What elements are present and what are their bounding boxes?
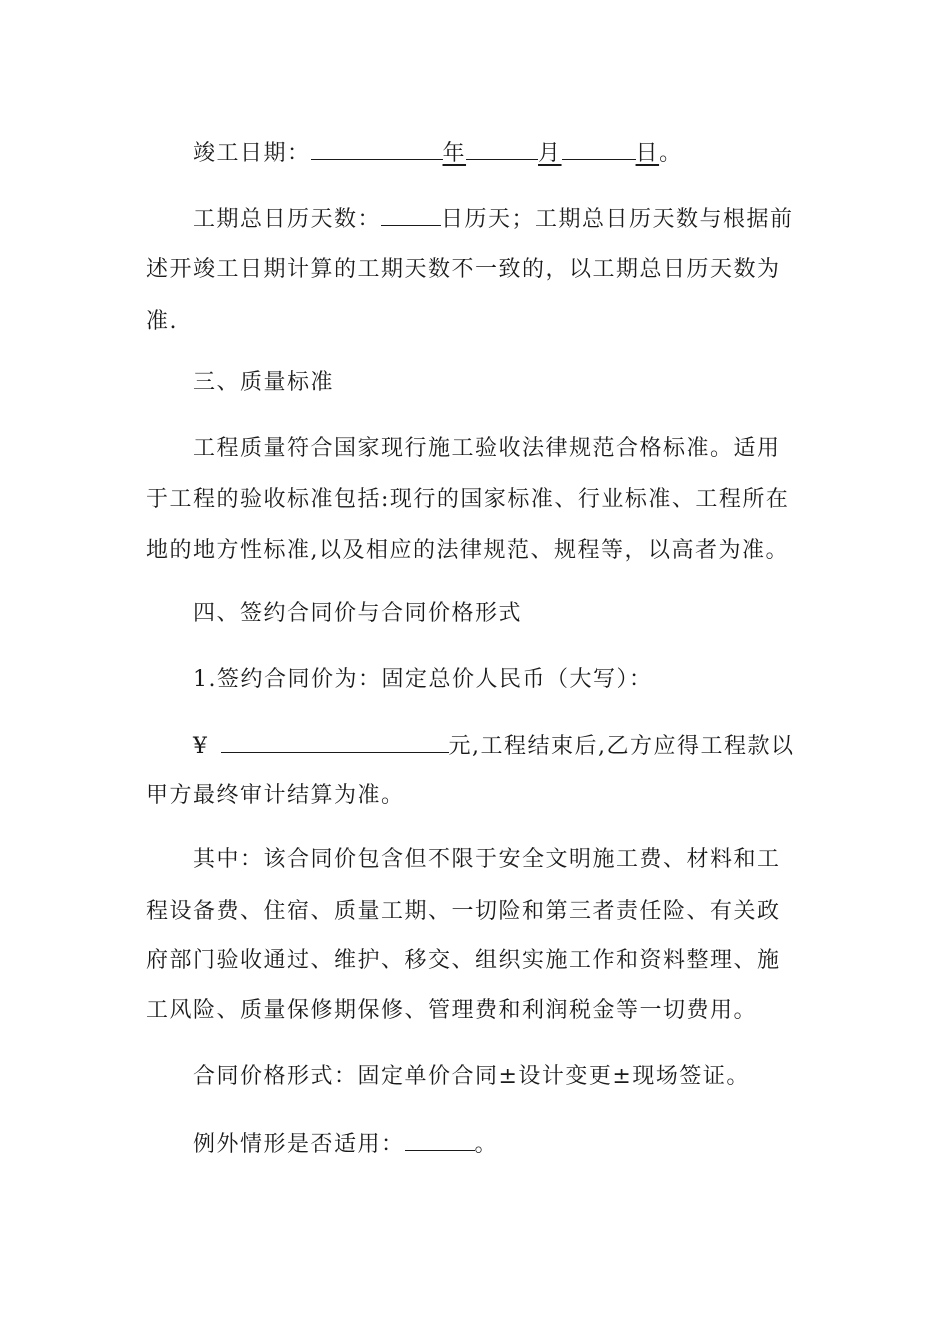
price-form-line: 合同价格形式：固定单价合同±设计变更±现场签证。 bbox=[193, 1064, 750, 1089]
including-line-3: 府部门验收通过、维护、移交、组织实施工作和资料整理、施 bbox=[146, 948, 781, 973]
exception-label: 例外情形是否适用： bbox=[193, 1132, 405, 1157]
duration-line-1 bbox=[193, 203, 816, 235]
completion-date-line bbox=[193, 137, 816, 169]
completion-year-blank[interactable] bbox=[311, 137, 443, 160]
duration-label: 工期总日历天数： bbox=[193, 207, 382, 232]
including-line-2: 程设备费、住宿、质量工期、一切险和第三者责任险、有关政 bbox=[146, 899, 781, 924]
duration-line-3: 准. bbox=[146, 309, 178, 334]
section-3-heading: 三、质量标准 bbox=[193, 370, 335, 395]
section-4-heading: 四、签约合同价与合同价格形式 bbox=[193, 601, 523, 626]
yen-amount-line-2: 甲方最终审计结算为准。 bbox=[146, 783, 405, 808]
including-line-4: 工风险、质量保修期保修、管理费和利润税金等一切费用。 bbox=[146, 998, 758, 1023]
yen-amount-rest: 元,工程结束后,乙方应得工程款以 bbox=[448, 734, 795, 759]
exception-blank[interactable] bbox=[405, 1128, 475, 1151]
quality-line-1: 工程质量符合国家现行施工验收法律规范合格标准。适用 bbox=[193, 436, 781, 461]
completion-end-mark: 。 bbox=[659, 141, 683, 166]
completion-day-blank[interactable] bbox=[562, 137, 636, 160]
completion-month-blank[interactable] bbox=[466, 137, 538, 160]
exception-end-mark: 。 bbox=[474, 1132, 499, 1157]
duration-line-2: 述开竣工日期计算的工期天数不一致的，以工期总日历天数为 bbox=[146, 257, 781, 282]
including-line-1: 其中：该合同价包含但不限于安全文明施工费、材料和工 bbox=[193, 847, 781, 872]
duration-days-blank[interactable] bbox=[381, 203, 441, 226]
quality-line-2: 于工程的验收标准包括:现行的国家标准、行业标准、工程所在 bbox=[146, 487, 790, 512]
yen-symbol: ¥ bbox=[193, 734, 209, 759]
contract-price-item-1: 1.签约合同价为：固定总价人民币（大写）： bbox=[193, 667, 653, 692]
yen-amount-blank[interactable] bbox=[221, 730, 449, 753]
quality-line-3: 地的地方性标准,以及相应的法律规范、规程等，以高者为准。 bbox=[146, 538, 789, 563]
yen-amount-line bbox=[193, 730, 816, 762]
completion-year-label: 年 bbox=[442, 141, 467, 166]
completion-day-label: 日 bbox=[635, 141, 660, 166]
completion-month-label: 月 bbox=[538, 141, 562, 166]
completion-date-label: 竣工日期： bbox=[193, 141, 311, 166]
duration-unit-text: 日历天；工期总日历天数与根据前 bbox=[441, 207, 794, 232]
exception-line bbox=[193, 1128, 816, 1160]
